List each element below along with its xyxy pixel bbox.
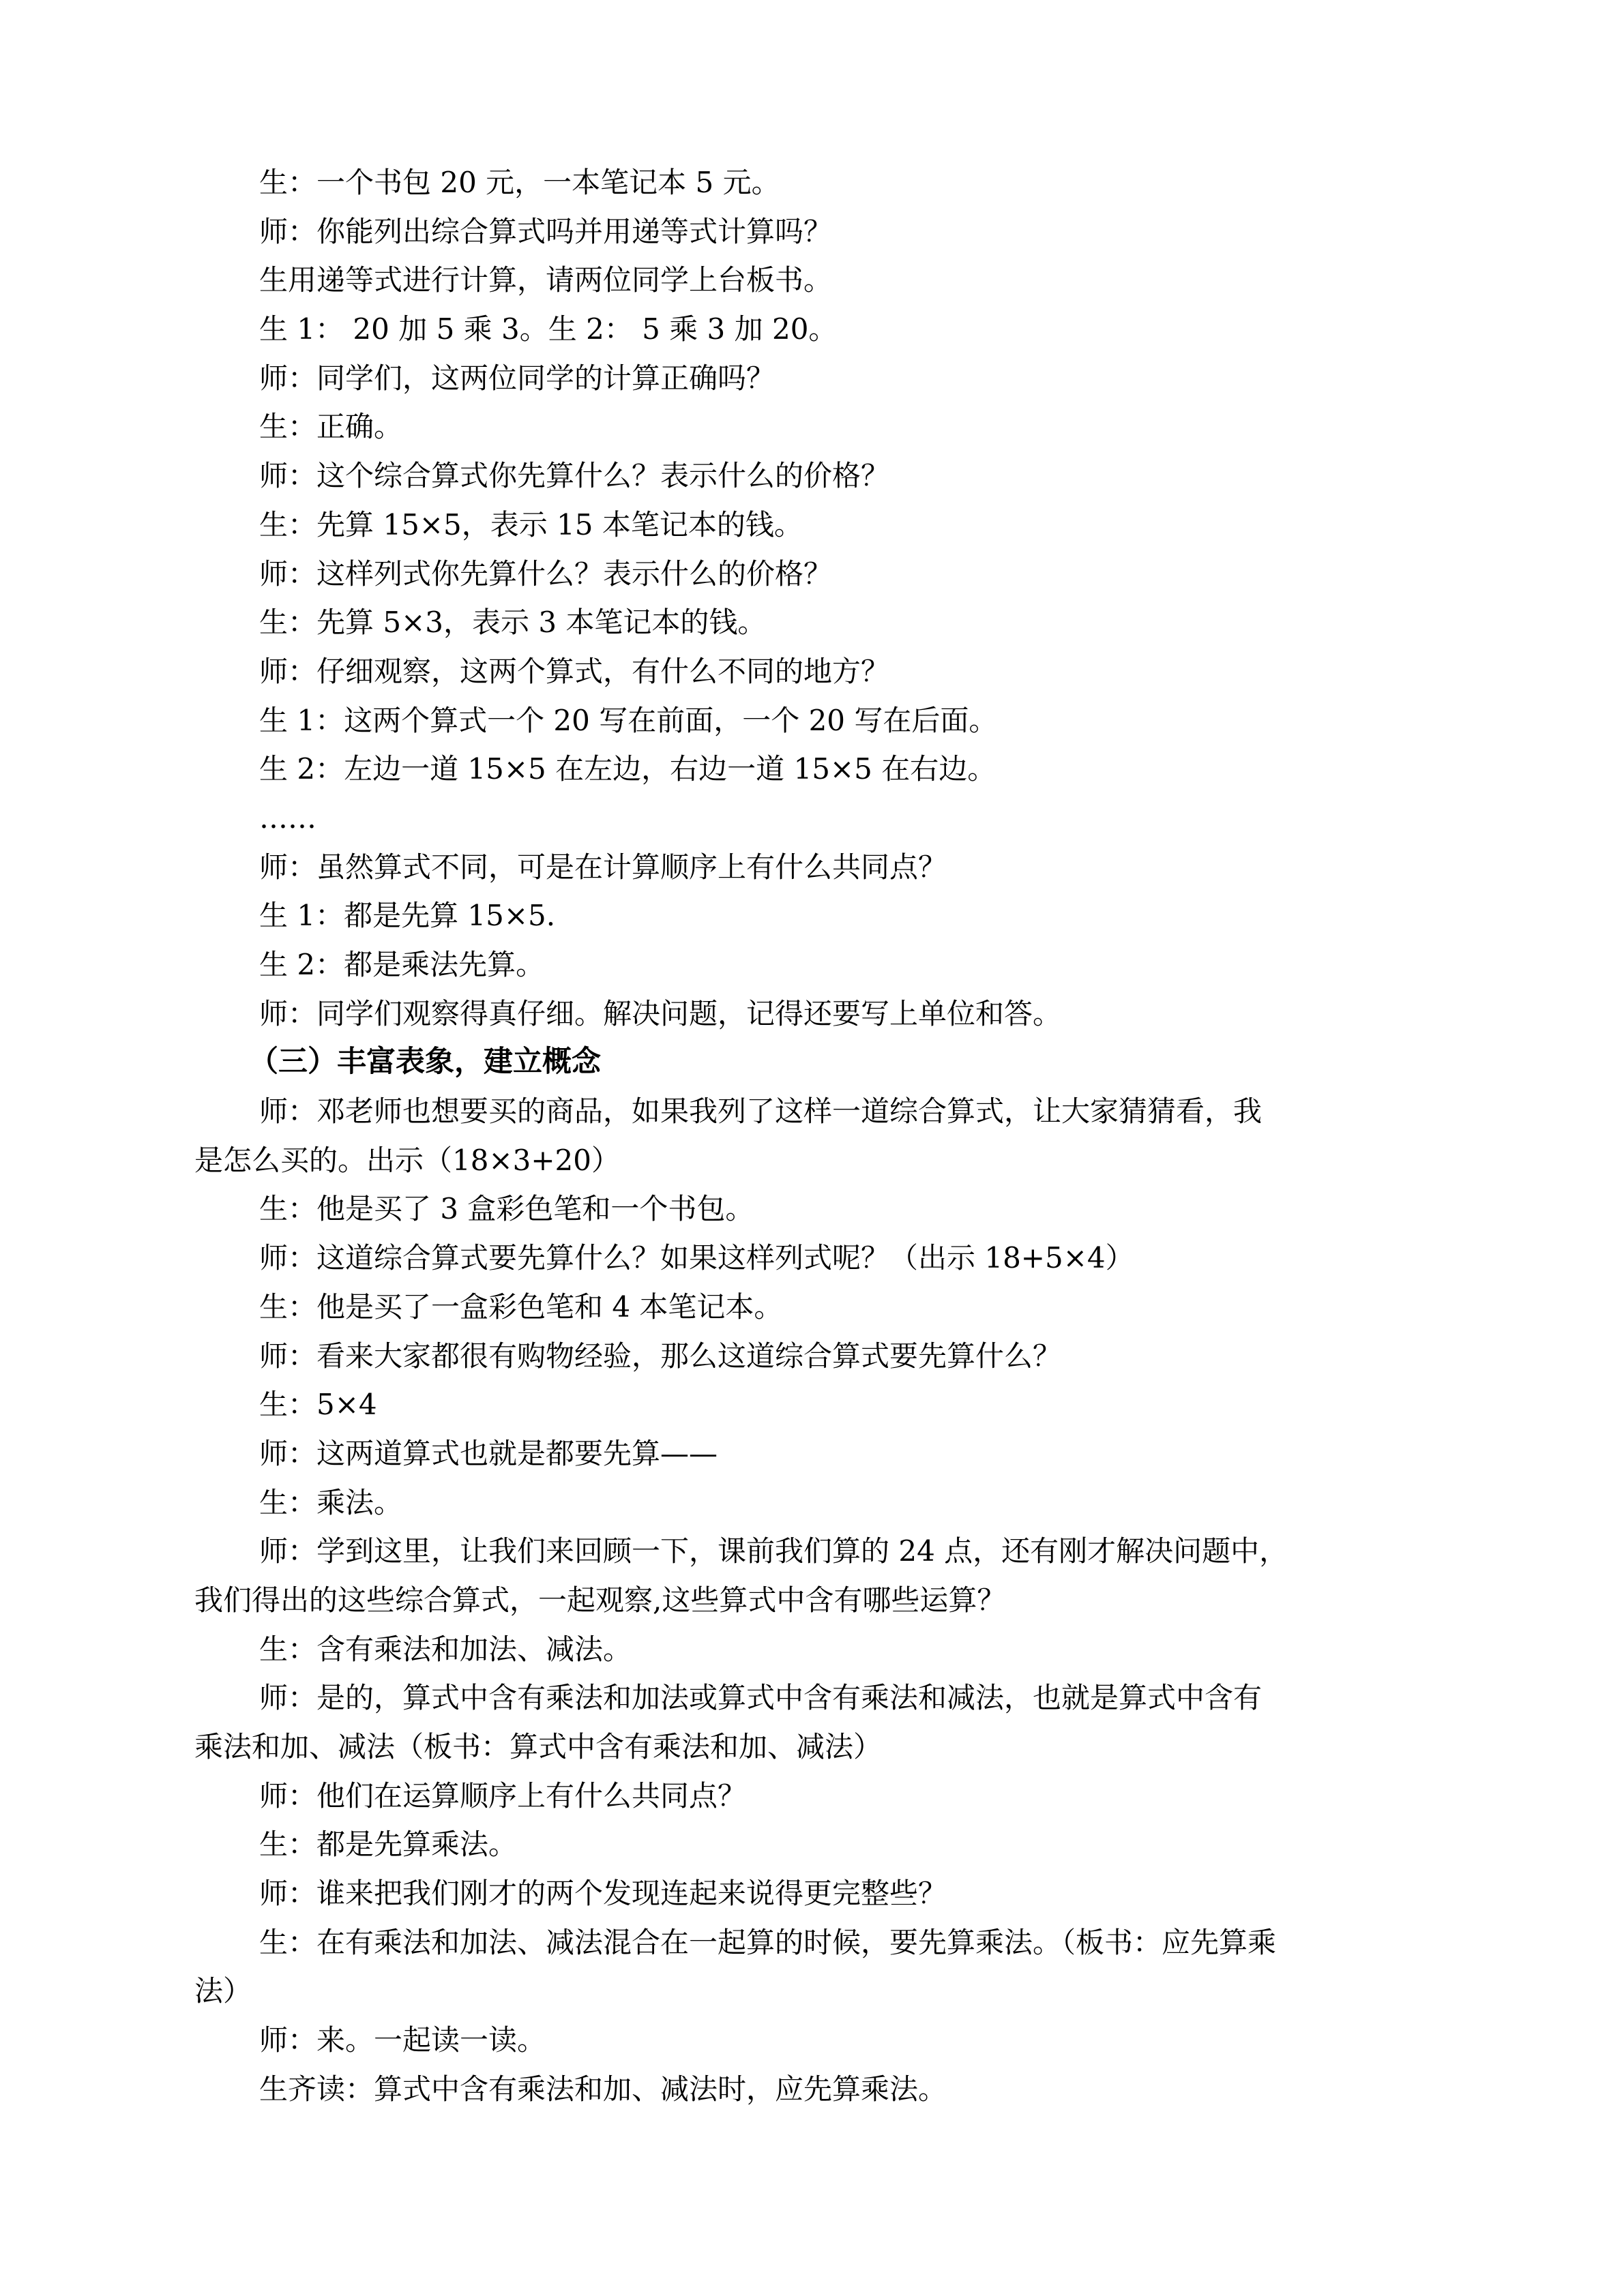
paragraph-line: 生：5×4 bbox=[259, 1388, 377, 1422]
paragraph-line: 师：这两道算式也就是都要先算—— bbox=[259, 1436, 718, 1470]
ellipsis-line: …… bbox=[259, 801, 316, 835]
paragraph-line: 生：乘法。 bbox=[259, 1485, 403, 1519]
paragraph-line: 生：在有乘法和加法、减法混合在一起算的时候，要先算乘法。（板书：应先算乘 bbox=[259, 1925, 1277, 1959]
paragraph-line: 生 2：左边一道 15×5 在左边，右边一道 15×5 在右边。 bbox=[259, 752, 996, 786]
paragraph-line: 生：他是买了一盒彩色笔和 4 本笔记本。 bbox=[259, 1289, 783, 1324]
paragraph-line: 生：他是买了 3 盒彩色笔和一个书包。 bbox=[259, 1192, 754, 1226]
paragraph-line: 生齐读：算式中含有乘法和加、减法时，应先算乘法。 bbox=[259, 2072, 947, 2106]
paragraph-line: 生：正确。 bbox=[259, 410, 403, 444]
paragraph-line: 师：学到这里，让我们来回顾一下，课前我们算的 24 点，还有刚才解决问题中， bbox=[259, 1534, 1288, 1568]
paragraph-line: 生：先算 5×3，表示 3 本笔记本的钱。 bbox=[259, 606, 767, 640]
paragraph-line: 师：仔细观察，这两个算式，有什么不同的地方？ bbox=[259, 654, 890, 688]
paragraph-line: 师：他们在运算顺序上有什么共同点？ bbox=[259, 1778, 747, 1813]
paragraph-continuation: 是怎么买的。出示（18×3+20） bbox=[194, 1143, 620, 1177]
paragraph-line: 生 1：这两个算式一个 20 写在前面，一个 20 写在后面。 bbox=[259, 703, 998, 737]
paragraph-line: 师：是的，算式中含有乘法和加法或算式中含有乘法和减法，也就是算式中含有 bbox=[259, 1681, 1263, 1715]
paragraph-line: 师：这个综合算式你先算什么？表示什么的价格？ bbox=[259, 459, 890, 493]
paragraph-line: 生：都是先算乘法。 bbox=[259, 1828, 518, 1862]
paragraph-line: 师：看来大家都很有购物经验，那么这道综合算式要先算什么？ bbox=[259, 1339, 1062, 1373]
paragraph-line: 师：你能列出综合算式吗并用递等式计算吗？ bbox=[259, 214, 833, 248]
paragraph-line: 生：含有乘法和加法、减法。 bbox=[259, 1632, 632, 1666]
paragraph-line: 生 2：都是乘法先算。 bbox=[259, 948, 545, 981]
paragraph-continuation: 我们得出的这些综合算式，一起观察,这些算式中含有哪些运算？ bbox=[194, 1583, 1006, 1617]
paragraph-line: 生 1： 20 加 5 乘 3。生 2： 5 乘 3 加 20。 bbox=[259, 312, 838, 346]
paragraph-line: 师：这道综合算式要先算什么？如果这样列式呢？（出示 18+5×4） bbox=[259, 1241, 1134, 1275]
paragraph-line: 师：来。一起读一读。 bbox=[259, 2023, 546, 2057]
paragraph-line: 生：一个书包 20 元，一本笔记本 5 元。 bbox=[259, 166, 780, 199]
paragraph-line: 师：这样列式你先算什么？表示什么的价格？ bbox=[259, 556, 833, 591]
paragraph-continuation: 法） bbox=[194, 1974, 252, 2008]
paragraph-line: 生 1：都是先算 15×5. bbox=[259, 899, 556, 933]
paragraph-line: 师：虽然算式不同，可是在计算顺序上有什么共同点？ bbox=[259, 850, 947, 884]
paragraph-line: 生用递等式进行计算，请两位同学上台板书。 bbox=[259, 263, 833, 297]
paragraph-line: 师：同学们观察得真仔细。解决问题，记得还要写上单位和答。 bbox=[259, 996, 1062, 1030]
paragraph-line: 师：谁来把我们刚才的两个发现连起来说得更完整些？ bbox=[259, 1877, 947, 1911]
document-page bbox=[194, 158, 1422, 2114]
paragraph-line: 生：先算 15×5，表示 15 本笔记本的钱。 bbox=[259, 507, 803, 541]
paragraph-line: 师：邓老师也想要买的商品，如果我列了这样一道综合算式，让大家猜猜看，我 bbox=[259, 1094, 1263, 1129]
paragraph-continuation: 乘法和加、减法（板书：算式中含有乘法和加、减法） bbox=[194, 1730, 883, 1763]
paragraph-line: 师：同学们，这两位同学的计算正确吗？ bbox=[259, 361, 776, 395]
section-heading: （三）丰富表象，建立概念 bbox=[249, 1045, 601, 1079]
